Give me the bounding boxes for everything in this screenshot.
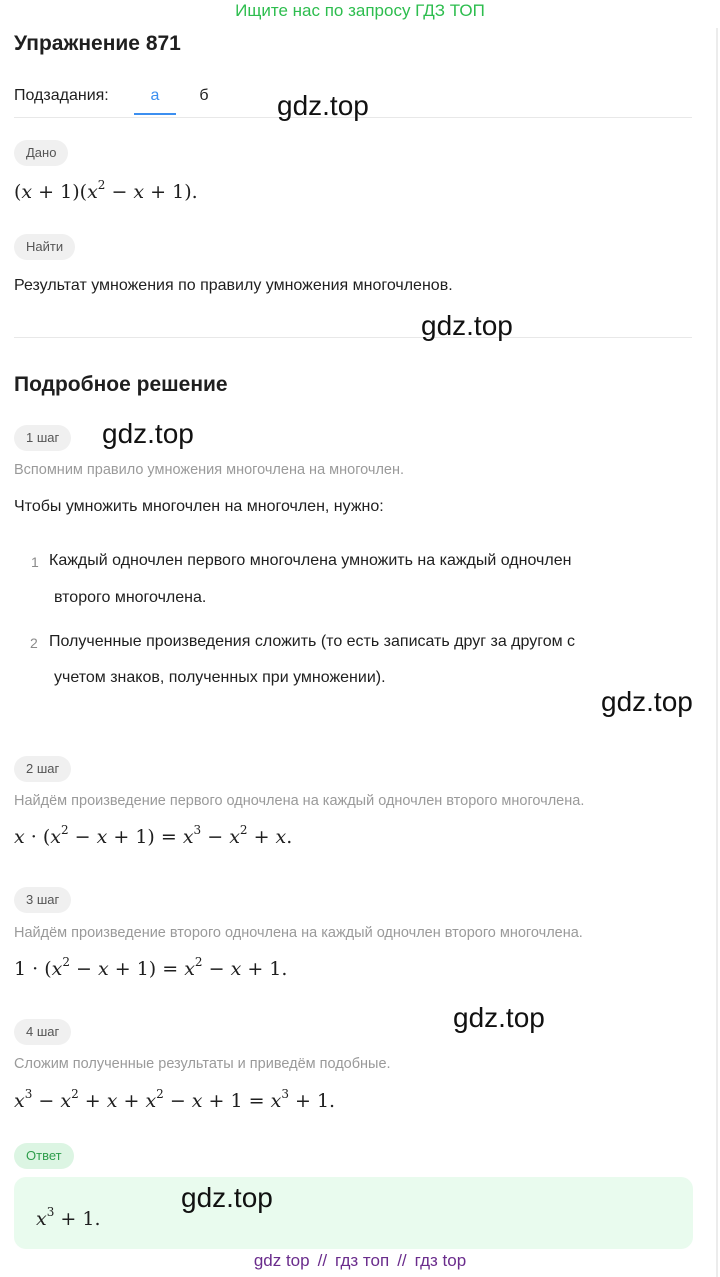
list-item-line: учетом знаков, полученных при умножении). bbox=[54, 669, 386, 686]
step-text: Чтобы умножить многочлен на многочлен, нужно: bbox=[14, 498, 384, 515]
list-item-line: Каждый одночлен первого многочлена умножить на каждый одночлен bbox=[49, 552, 572, 569]
step-hint: Найдём произведение первого одночлена на каждый одночлен второго многочлена. bbox=[14, 793, 585, 809]
step-hint: Вспомним правило умножения многочлена на многочлен. bbox=[14, 462, 405, 478]
watermark: gdz.top bbox=[277, 90, 369, 121]
given-badge: Дано bbox=[14, 140, 68, 166]
step-badge: 4 шаг bbox=[14, 1019, 71, 1045]
watermark: gdz.top bbox=[453, 1002, 545, 1033]
footer-link[interactable]: gdz top bbox=[253, 1251, 310, 1270]
footer-separator: // bbox=[397, 1251, 407, 1270]
search-banner: Ищите нас по запросу ГДЗ ТОП bbox=[235, 1, 485, 20]
step-expression: $x^3 - x^2 + x + x^2 - x + 1 = x^3 + 1$. bbox=[14, 1086, 336, 1112]
page-title: Упражнение 871 bbox=[14, 32, 181, 55]
list-item-line: второго многочлена. bbox=[54, 589, 207, 606]
step-expression: $1 \cdot (x^2 - x + 1) = x^2 - x + 1$. bbox=[14, 954, 288, 980]
subtasks-label: Подзадания: bbox=[14, 87, 109, 104]
step-hint: Найдём произведение второго одночлена на каждый одночлен второго многочлена. bbox=[14, 925, 583, 941]
active-tab-indicator bbox=[134, 113, 176, 115]
tab-subtask-b[interactable]: б bbox=[199, 87, 209, 104]
answer-box bbox=[14, 1177, 693, 1249]
watermark: gdz.top bbox=[421, 310, 513, 341]
watermark: gdz.top bbox=[102, 418, 194, 449]
step-badge: 1 шаг bbox=[14, 425, 71, 451]
footer-link[interactable]: гдз top bbox=[414, 1251, 467, 1270]
watermark: gdz.top bbox=[181, 1182, 273, 1213]
footer-separator: // bbox=[317, 1251, 328, 1270]
find-text: Результат умножения по правилу умножения многочленов. bbox=[14, 277, 453, 294]
divider bbox=[14, 337, 692, 338]
answer-badge: Ответ bbox=[14, 1143, 74, 1169]
footer-link[interactable]: гдз топ bbox=[335, 1251, 390, 1270]
step-badge: 2 шаг bbox=[14, 756, 71, 782]
watermark: gdz.top bbox=[601, 686, 693, 717]
find-badge: Найти bbox=[14, 234, 75, 260]
list-item-line: Полученные произведения сложить (то есть записать друг за другом с bbox=[49, 633, 576, 650]
step-hint: Сложим полученные результаты и приведём подобные. bbox=[14, 1056, 391, 1072]
step-badge: 3 шаг bbox=[14, 887, 71, 913]
answer-expression: $x^3 + 1$. bbox=[36, 1204, 101, 1230]
scroll-edge bbox=[716, 28, 718, 1277]
list-item-number: 1 bbox=[31, 554, 39, 570]
solution-heading: Подробное решение bbox=[14, 373, 228, 396]
footer-links bbox=[0, 1251, 720, 1271]
step-expression: $x \cdot (x^2 - x + 1) = x^3 - x^2 + x$. bbox=[14, 822, 293, 848]
given-expression: $(x + 1)(x^2 - x + 1)$. bbox=[14, 177, 198, 203]
list-item-number: 2 bbox=[30, 635, 38, 651]
tab-subtask-a[interactable]: а bbox=[150, 87, 160, 104]
